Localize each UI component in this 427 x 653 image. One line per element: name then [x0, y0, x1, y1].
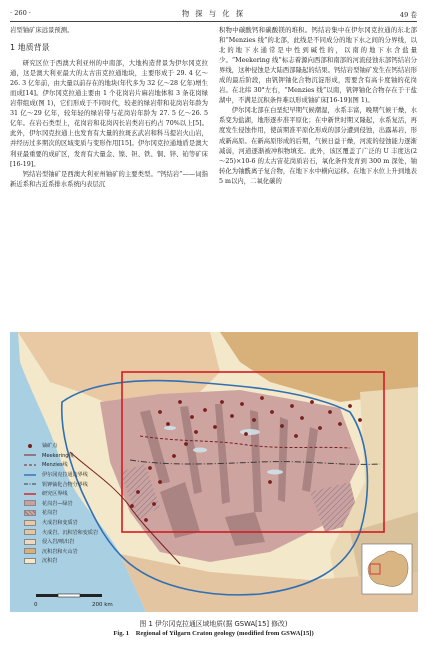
legend-item-study-area [24, 489, 136, 499]
scale-zero: 0 [34, 602, 38, 608]
swatch-icon [24, 500, 36, 506]
intro-line: 岩型铀矿床远景预测。 [10, 27, 74, 34]
solid-line-icon [24, 452, 36, 458]
figure-title-en: Regional of Yilgarn Craton geology (modified from GSWA[15]) [135, 630, 314, 637]
legend-label: 研究区界线 [42, 491, 68, 498]
right-column [219, 26, 417, 187]
map-legend [24, 441, 136, 566]
legend-item-granite-greenstone [24, 499, 136, 509]
legend-label: 花岗岩—绿岩 [42, 500, 73, 507]
figure-caption-en [0, 630, 427, 637]
legend-item-sedimentary [24, 556, 136, 566]
paragraph: 积物中碳酸钙和碳酸镁的堆积。钙结岩集中在伊尔冈克拉通的东北部和“Menzies 线”的北部，此线是不同成分的地下水之间的分界线，以北的地下水通常是中性到碱性的，以南的地下水含盐量少。“Meekering 线”标志着源向西部和南部的河流侵蚀东部钙结岩分界线，这种侵蚀是大陆西部隆起的结果。钙结岩型铀矿发生在钙结岩形成的最后阶段，由钒钾铀化合物沉淀形成，需要含有高卡度铀的花岗岩。在北纬 30°左右，“Menzies 线”以南，钒钾铀化合物存在于干盐湖中，不满足沉积条件难以形成铀矿床[16-19](图 1)。 [219, 27, 417, 105]
legend-item-mixed-rocks [24, 527, 136, 537]
legend-label: Meekering线 [42, 452, 74, 459]
running-header [10, 8, 417, 22]
swatch-icon [24, 520, 36, 526]
page-number: · 260 · [10, 9, 31, 17]
swatch-icon [24, 510, 36, 516]
swatch-icon [24, 558, 36, 564]
legend-label: 钒钾铀化合物分界线 [42, 481, 88, 488]
figure-label-en: Fig. 1 [113, 630, 130, 637]
left-column [10, 26, 208, 190]
swatch-icon [24, 539, 36, 545]
legend-item-menzies [24, 460, 136, 470]
legend-label: 沉积岩和火山岩 [42, 548, 78, 555]
journal-title: 物 探 与 化 探 [181, 9, 246, 18]
legend-label: 铀矿点 [42, 443, 58, 450]
paragraph: 研究区位于西澳大利亚州的中南部，大地构造背景为伊尔冈克拉通，这是澳大利亚最大的太古宙克拉通地块，主要形成于 29. 4 亿～26. 3 亿年前，由大量以前存在的地块(年代多为 32 亿～28 亿年)增生而成[14]。伊尔冈克拉通主要由 1 个花岗岩片麻岩地体和 3 条花岗绿岩带组成(图 1)，它们形成于不同时代，较老的绿岩带和花岗岩年龄为 31 亿～29 亿年，较年轻的绿岩带与花岗岩年龄为 27. 5 亿～26. 5 亿年。在岩石类型上，花岗岩和花岗闪长岩类岩石约占 70%以上[5]。此外，伊尔冈克拉通上也发育有大量的拉斑玄武岩和科马提岩火山岩，并经历过多期次的区域变质与变形作用[15]。伊尔冈克拉通地盾是澳大利亚最重要的成矿区，发育有大量金、镍、钽、铁、铜、锌、铂等矿床[16-19]。 [10, 60, 208, 168]
legend-label: 火成岩和变质岩 [42, 520, 78, 527]
scale-end: 200 km [92, 602, 113, 608]
volume-number: 49 卷 [399, 11, 417, 19]
swatch-icon [24, 548, 36, 554]
legend-item-granite [24, 508, 136, 518]
dashed-line-icon [24, 462, 36, 468]
legend-label: 火成岩、沉积岩和变质岩 [42, 529, 99, 536]
paragraph: 钙结岩型铀矿是西澳大利亚州铀矿的主要类型。“钙结岩”——词指新近系和古近系排水系统内表层沉 [10, 170, 208, 188]
legend-item-igneous-metamorphic [24, 518, 136, 528]
section-title: 1 地质背景 [10, 43, 50, 53]
swatch-icon [24, 529, 36, 535]
legend-item-deposit [24, 441, 136, 451]
legend-label: 沉积岩 [42, 558, 58, 565]
red-line-icon [24, 491, 36, 497]
paragraph: 伊尔冈北部在白垩纪早期气候潮湿，水系丰富，晚期气候干燥，水系变为盐湖，地形逐步准平原化；在中新世时期又隆起，水系复活，再度发生侵蚀作用，使前期准平原化形成的部分遭到侵蚀，出露基岩，形成新高原。在新高原形成的后期，气候日益干燥，河流的侵蚀能力逐渐减弱，河道逐渐被冲积物填充。此外，该区覆盖了广泛的 U 丰度达(2～25)×10-6 的太古宙花岗质岩石，氧化条件发育到 300 m 深处，铀转化为铀酰离子复合物，在地下水中横向运移。在地下水位上升到地表5 m以内，二氧化碳的 [219, 107, 417, 185]
legend-label: 侵入岩/喷出岩 [42, 539, 75, 546]
legend-item-craton [24, 470, 136, 480]
legend-item-sed-volcanic [24, 547, 136, 557]
legend-item-meekering [24, 451, 136, 461]
legend-label: 花岗岩 [42, 510, 58, 517]
legend-item-intrusive [24, 537, 136, 547]
australia-inset-map [362, 544, 412, 594]
legend-label: Menzies线 [42, 462, 68, 469]
figure-caption-cn: 图 1 伊尔冈克拉通区域地质(据 GSWA[15] 修改) [139, 620, 288, 628]
deposit-dot-icon [24, 443, 36, 449]
blue-line-icon [24, 472, 36, 478]
geology-map-figure [10, 332, 418, 612]
dashdot-line-icon [24, 481, 36, 487]
legend-label: 伊尔冈克拉通边界线 [42, 472, 88, 479]
legend-item-carnotite [24, 479, 136, 489]
